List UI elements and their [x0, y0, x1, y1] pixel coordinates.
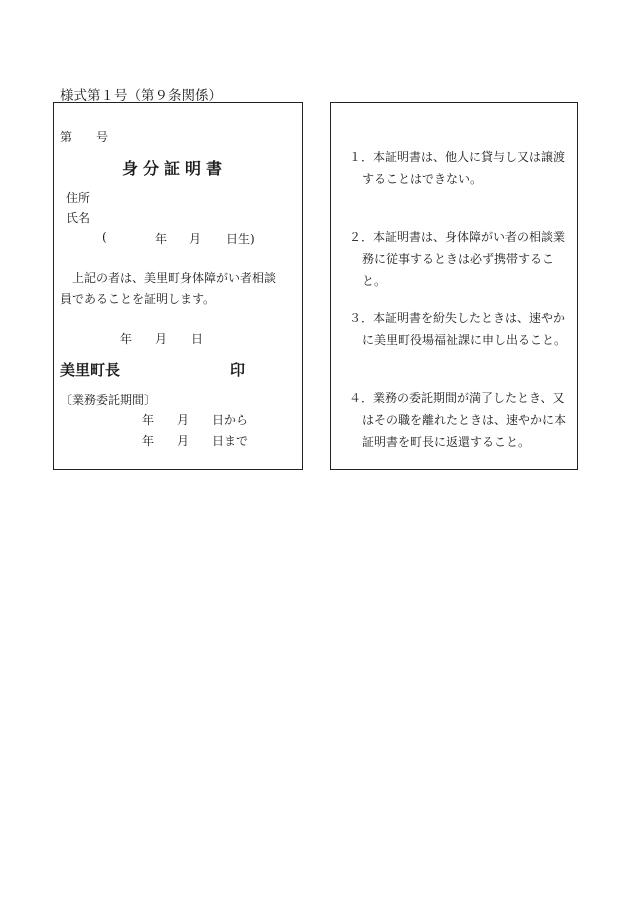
mayor-title: 美里町長 — [60, 361, 121, 379]
id-card-back — [330, 102, 578, 470]
term-label: 〔業務委託期間〕 — [60, 393, 157, 407]
note-4-line3: 証明書を町長に返還すること。 — [362, 435, 531, 449]
term-from-year: 年 — [142, 413, 155, 427]
certify-text-line2: 員であることを証明します。 — [60, 292, 216, 306]
note-2-line2: 務に従事するときは必ず携帯すること。 — [362, 252, 555, 288]
birth-day: 日生) — [226, 232, 255, 246]
birth-year: 年 — [155, 232, 168, 246]
note-item-2 — [349, 226, 577, 292]
card-title: 身分証明書 — [122, 159, 228, 178]
name-label: 氏名 — [66, 211, 91, 225]
certificate-number: 第 号 — [60, 130, 109, 144]
issue-year: 年 — [120, 332, 133, 346]
seal-mark: 印 — [230, 361, 246, 379]
term-to-month: 月 — [177, 434, 190, 448]
note-4-line2: はその職を離れたときは、速やかに本 — [362, 413, 567, 427]
note-2-line1: ２．本証明書は、身体障がい者の相談業 — [349, 230, 566, 244]
birth-open-paren: ( — [102, 230, 107, 244]
note-item-3 — [349, 307, 577, 351]
note-3-line1: ３．本証明書を紛失したときは、速やか — [349, 311, 566, 325]
term-to-year: 年 — [142, 434, 155, 448]
certify-text-line1: 上記の者は、美里町身体障がい者相談 — [60, 271, 277, 285]
issue-day: 日 — [191, 332, 204, 346]
note-1-line1: １．本証明書は、他人に貸与し又は譲渡 — [349, 150, 566, 164]
note-item-4 — [349, 387, 577, 453]
issue-month: 月 — [155, 332, 168, 346]
address-label: 住所 — [66, 191, 91, 205]
note-4-line1: ４．業務の委託期間が満了したとき、又 — [349, 391, 565, 405]
term-from-day: 日から — [212, 413, 249, 427]
note-3-line2: に美里町役場福祉課に申し出ること。 — [362, 333, 567, 347]
note-item-1 — [349, 146, 577, 190]
term-to-day: 日まで — [212, 434, 249, 448]
form-caption: 様式第１号（第９条関係） — [60, 88, 222, 104]
birth-month: 月 — [189, 232, 202, 246]
note-1-line2: することはできない。 — [362, 172, 483, 186]
id-card-front — [53, 102, 303, 470]
term-from-month: 月 — [177, 413, 190, 427]
